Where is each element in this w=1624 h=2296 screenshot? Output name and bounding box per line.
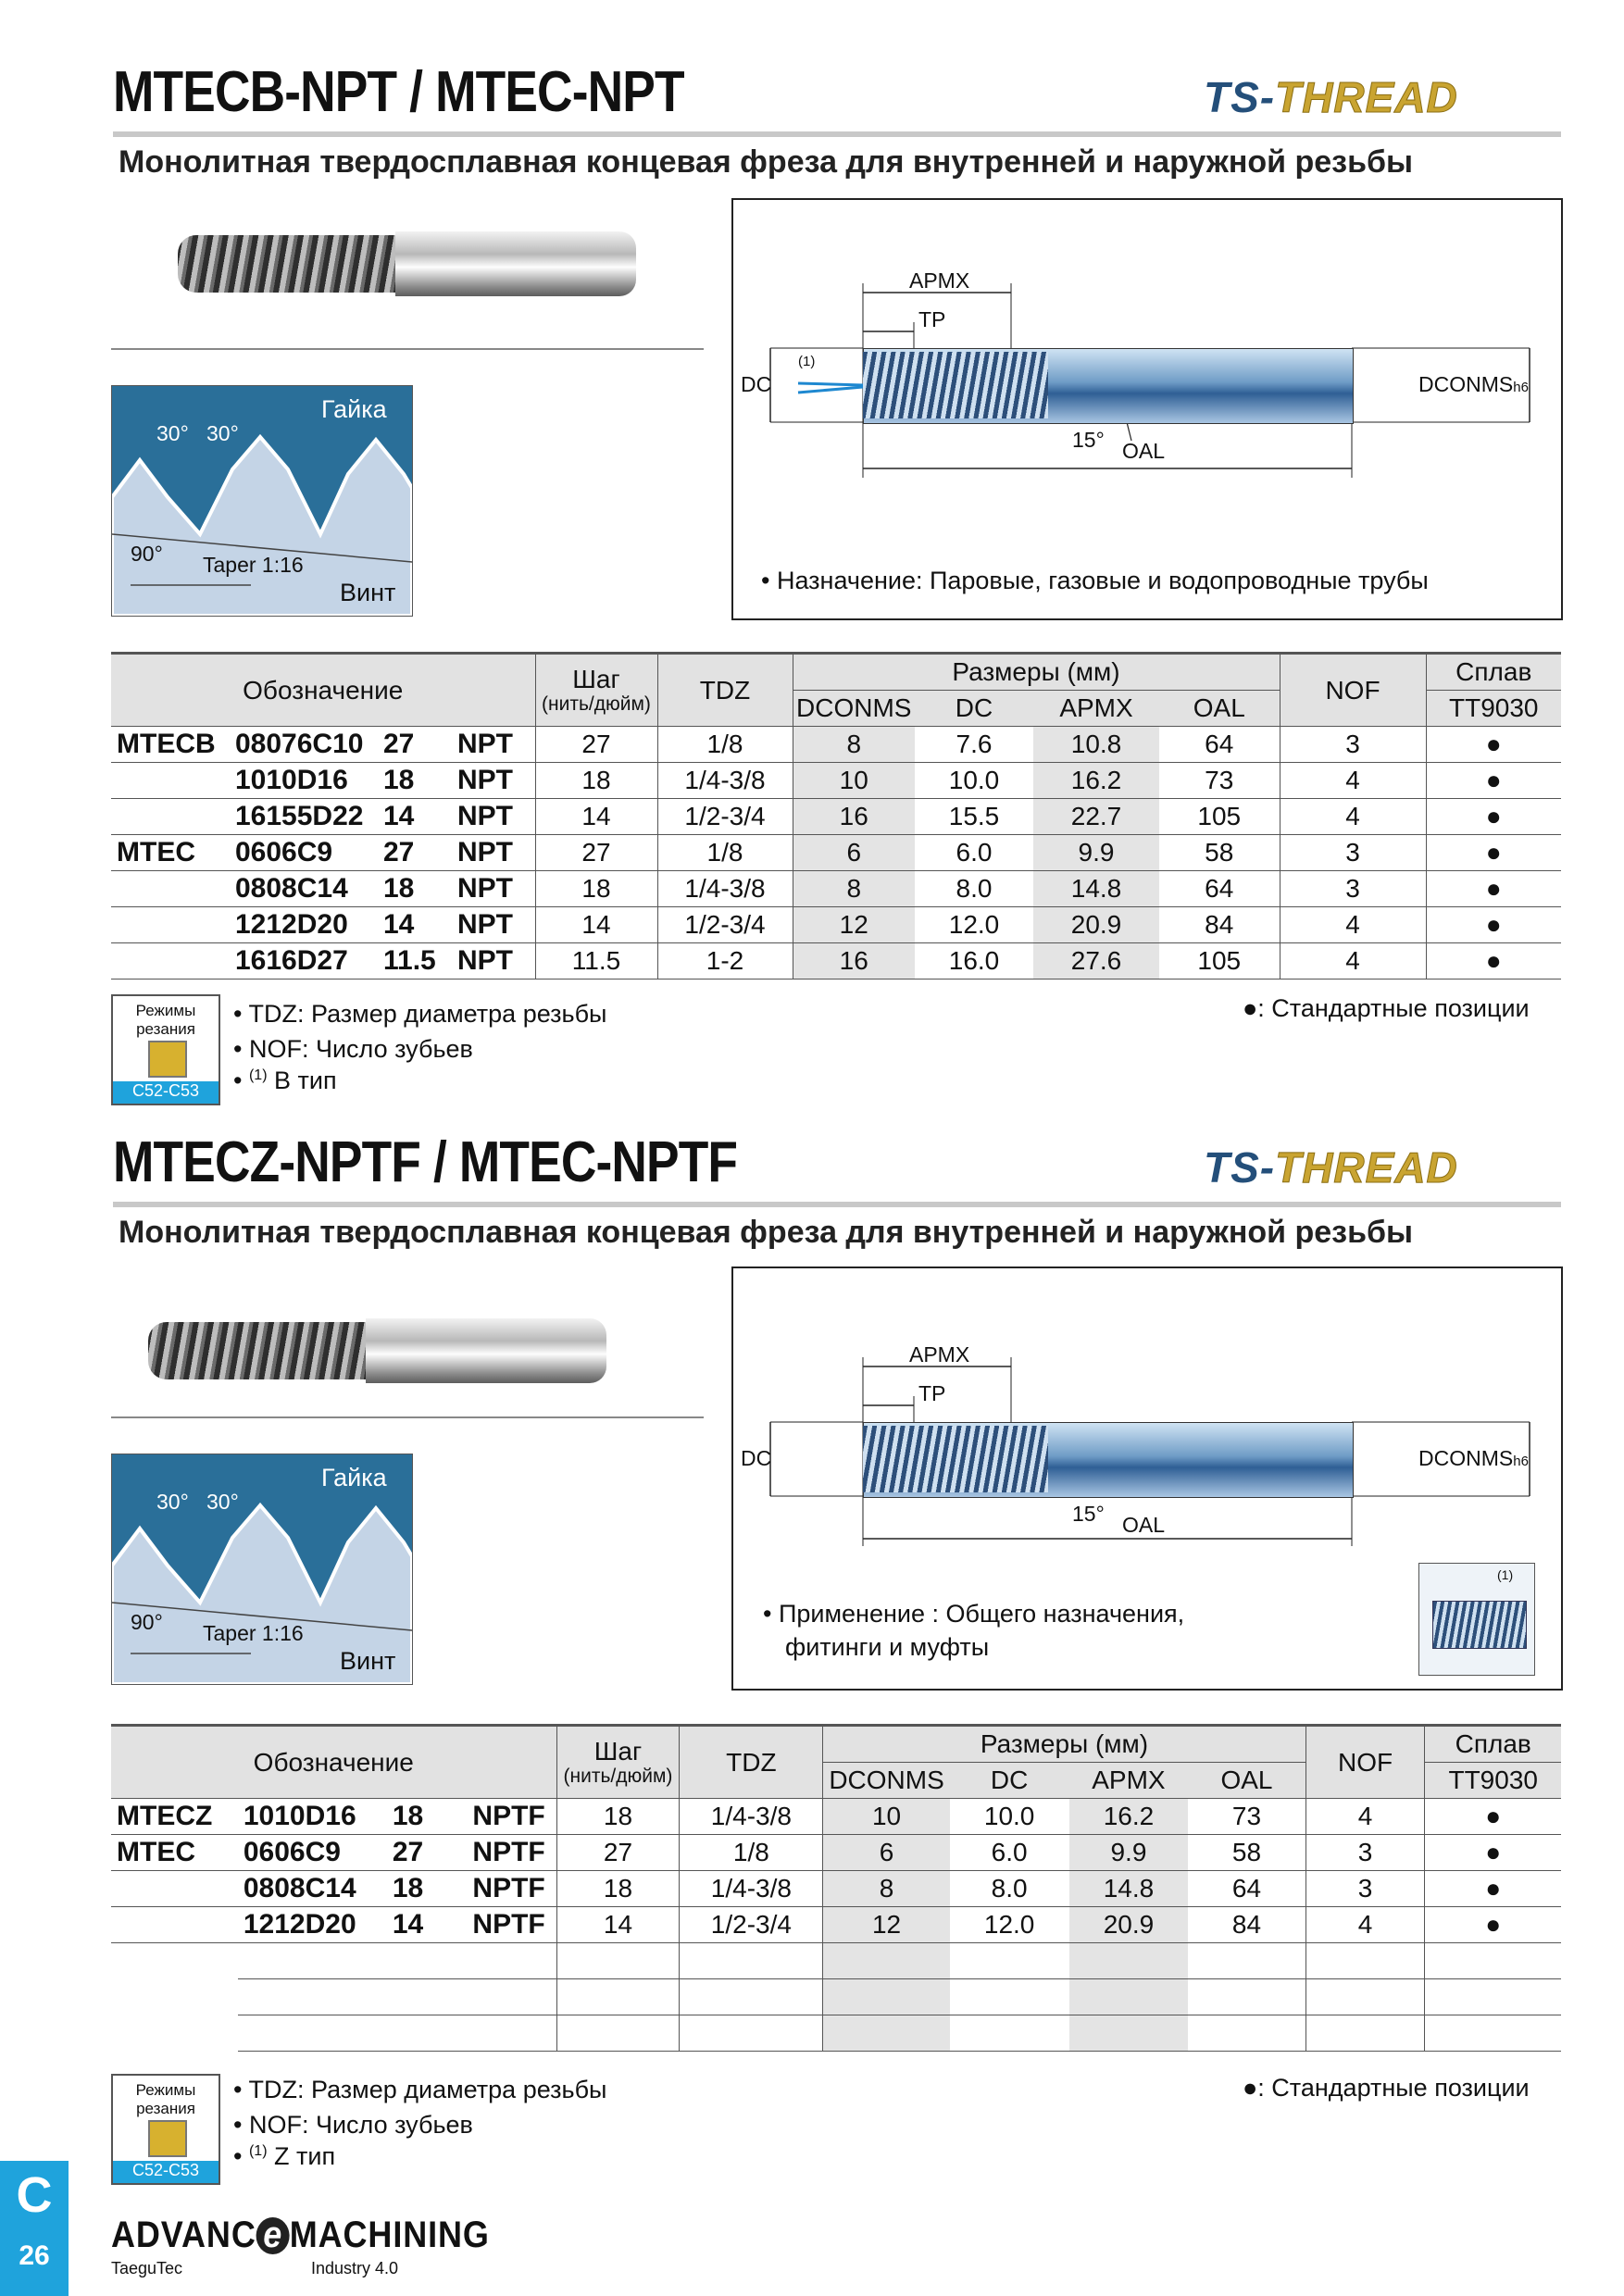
cell-nof: 3 (1280, 871, 1426, 907)
empty-cell (823, 1979, 950, 2015)
label-angle-15: 15° (1072, 428, 1105, 452)
cell-nof: 4 (1280, 799, 1426, 835)
cell-tpi: 14 (378, 907, 452, 943)
mode-icon (148, 2120, 187, 2157)
empty-cell (680, 1943, 823, 1979)
col-pitch: Шаг (нить/дюйм) (535, 654, 657, 727)
cell-code: 16155D22 (230, 799, 378, 835)
cell-nof: 4 (1280, 907, 1426, 943)
cell-pitch: 27 (556, 1835, 680, 1871)
cell-series (111, 907, 230, 943)
col-designation: Обозначение (111, 654, 535, 727)
cell-dconms: 12 (793, 907, 915, 943)
cell-pitch: 14 (535, 907, 657, 943)
cell-tpi: 18 (387, 1871, 468, 1907)
cell-series (111, 943, 230, 980)
cell-dc: 16.0 (915, 943, 1033, 980)
empty-cell (823, 1943, 950, 1979)
profile-angle-left: 30° (156, 421, 189, 445)
cell-oal: 105 (1159, 799, 1280, 835)
empty-cell (467, 1943, 556, 1979)
cell-dc: 6.0 (915, 835, 1033, 871)
table-body-2 (111, 1799, 1561, 2052)
cell-series: MTEC (111, 1835, 238, 1871)
thread-flutes (863, 352, 1048, 418)
cell-dconms: 8 (823, 1871, 950, 1907)
empty-cell (680, 2015, 823, 2052)
col-dims: Размеры (мм) (793, 654, 1280, 691)
col-apmx: APMX (1033, 691, 1159, 727)
title-rule (113, 131, 1561, 137)
cell-tdz: 1/4-3/8 (680, 1799, 823, 1835)
profile-angle-right: 30° (206, 421, 239, 445)
col-grade: TT9030 (1426, 691, 1561, 727)
cell-oal: 58 (1159, 835, 1280, 871)
profile-taper-label: Taper 1:16 (203, 553, 304, 577)
mode-icon (148, 1041, 187, 1078)
cell-stock: ● (1425, 1907, 1561, 1943)
cell-type: NPT (452, 907, 535, 943)
cutting-mode-badge-2: Режимы резания C52-C53 (111, 2074, 220, 2185)
table-row (111, 907, 1561, 943)
cell-stock: ● (1426, 871, 1561, 907)
dimension-diagram (731, 198, 1563, 620)
cell-apmx: 14.8 (1069, 1871, 1189, 1907)
empty-cell (387, 1979, 468, 2015)
table-row (111, 1943, 1561, 1979)
cell-pitch: 18 (535, 871, 657, 907)
cell-dconms: 8 (793, 871, 915, 907)
empty-cell (238, 1943, 387, 1979)
cell-type: NPTF (467, 1799, 556, 1835)
cell-series (111, 1907, 238, 1943)
label-dconms: DCONMSh6 (1418, 372, 1529, 396)
ts-thread-logo (1204, 72, 1458, 122)
section2-subtitle: Монолитная твердосплавная концевая фреза для внутренней и наружной резьбы (119, 1215, 1414, 1250)
purpose-text-2a: • Применение : Общего назначения, (763, 1600, 1185, 1628)
cell-stock: ● (1426, 835, 1561, 871)
cell-dconms: 6 (793, 835, 915, 871)
cell-code: 1010D16 (238, 1799, 387, 1835)
cell-oal: 64 (1159, 727, 1280, 763)
empty-cell (111, 1979, 238, 2015)
cell-dconms: 16 (793, 943, 915, 980)
cell-dc: 8.0 (950, 1871, 1069, 1907)
table-body-1 (111, 727, 1561, 980)
company-name: TaeguTec (111, 2259, 183, 2277)
divider-line-2 (111, 1416, 704, 1418)
cell-code: 0606C9 (238, 1835, 387, 1871)
empty-cell (467, 1979, 556, 2015)
empty-cell (950, 1943, 1069, 1979)
thread-profile-diagram-2: Гайка 30° 30° 90° Taper 1:16 Винт (111, 1454, 413, 1685)
cell-dconms: 10 (793, 763, 915, 799)
cell-type: NPT (452, 835, 535, 871)
cell-type: NPTF (467, 1907, 556, 1943)
cell-apmx: 20.9 (1033, 907, 1159, 943)
cell-stock: ● (1426, 943, 1561, 980)
legend-standard: ●: Стандартные позиции (1243, 994, 1530, 1022)
cell-nof: 4 (1305, 1907, 1425, 1943)
thread-profile-diagram (111, 385, 413, 617)
col-oal: OAL (1159, 691, 1280, 727)
cell-dc: 10.0 (915, 763, 1033, 799)
cell-tdz: 1/8 (680, 1835, 823, 1871)
cell-oal: 64 (1159, 871, 1280, 907)
cell-dconms: 12 (823, 1907, 950, 1943)
empty-cell (111, 1943, 238, 1979)
cell-type: NPT (452, 799, 535, 835)
cell-dc: 15.5 (915, 799, 1033, 835)
cell-dconms: 10 (823, 1799, 950, 1835)
empty-cell (1425, 1943, 1561, 1979)
brand-logo: ADVANC e MACHINING (111, 2215, 490, 2255)
cell-nof: 3 (1305, 1835, 1425, 1871)
empty-cell (1069, 1979, 1189, 2015)
empty-cell (950, 2015, 1069, 2052)
cell-pitch: 18 (556, 1871, 680, 1907)
cell-code: 0808C14 (230, 871, 378, 907)
empty-cell (950, 1979, 1069, 2015)
empty-cell (1188, 2015, 1305, 2052)
cell-dconms: 16 (793, 799, 915, 835)
label-dc: DC (741, 372, 772, 396)
empty-cell (556, 1979, 680, 2015)
title-rule-2 (113, 1202, 1561, 1207)
cell-code: 1010D16 (230, 763, 378, 799)
cell-code: 1212D20 (238, 1907, 387, 1943)
cell-code: 08076C10 (230, 727, 378, 763)
cell-stock: ● (1426, 763, 1561, 799)
cell-pitch: 14 (556, 1907, 680, 1943)
section2-title: MTECZ-NPTF / MTEC-NPTF (113, 1130, 738, 1194)
note-type: • $^{(1)}$ В тип (233, 1067, 337, 1094)
note-tdz: • TDZ: Размер диаметра резьбы (233, 1000, 607, 1028)
cell-apmx: 22.7 (1033, 799, 1159, 835)
cell-tpi: 14 (387, 1907, 468, 1943)
cell-type: NPT (452, 943, 535, 980)
cell-pitch: 27 (535, 727, 657, 763)
col-alloy: Сплав (1426, 654, 1561, 691)
section1-subtitle: Монолитная твердосплавная концевая фреза для внутренней и наружной резьбы (119, 144, 1414, 180)
cell-apmx: 20.9 (1069, 1907, 1189, 1943)
empty-cell (1305, 1979, 1425, 2015)
cell-dc: 12.0 (915, 907, 1033, 943)
cell-oal: 84 (1159, 907, 1280, 943)
cell-tdz: 1/8 (657, 727, 793, 763)
empty-cell (387, 2015, 468, 2052)
empty-cell (823, 2015, 950, 2052)
product-table-1 (111, 652, 1561, 980)
cell-tpi: 18 (378, 763, 452, 799)
cell-dc: 6.0 (950, 1835, 1069, 1871)
cell-tpi: 27 (378, 727, 452, 763)
cell-pitch: 27 (535, 835, 657, 871)
empty-cell (467, 2015, 556, 2052)
cell-pitch: 11.5 (535, 943, 657, 980)
table-row (111, 835, 1561, 871)
col-nof: NOF (1280, 654, 1426, 727)
empty-cell (238, 1979, 387, 2015)
cell-nof: 3 (1305, 1871, 1425, 1907)
cell-tdz: 1/2-3/4 (680, 1907, 823, 1943)
cell-oal: 105 (1159, 943, 1280, 980)
col-tdz: TDZ (657, 654, 793, 727)
cell-nof: 3 (1280, 727, 1426, 763)
cell-nof: 4 (1305, 1799, 1425, 1835)
cell-nof: 3 (1280, 835, 1426, 871)
cell-stock: ● (1426, 907, 1561, 943)
cell-tdz: 1/8 (657, 835, 793, 871)
empty-cell (1425, 2015, 1561, 2052)
cell-tdz: 1/4-3/8 (657, 763, 793, 799)
cell-stock: ● (1426, 727, 1561, 763)
table-row (111, 871, 1561, 907)
table-row (111, 943, 1561, 980)
cell-tdz: 1/2-3/4 (657, 907, 793, 943)
label-apmx: APMX (909, 268, 970, 293)
cell-apmx: 16.2 (1069, 1799, 1189, 1835)
cell-code: 1212D20 (230, 907, 378, 943)
empty-cell (1069, 2015, 1189, 2052)
cell-tpi: 27 (378, 835, 452, 871)
cell-oal: 84 (1188, 1907, 1305, 1943)
tagline: Industry 4.0 (311, 2259, 399, 2277)
cell-pitch: 18 (535, 763, 657, 799)
cell-tdz: 1/4-3/8 (657, 871, 793, 907)
table-row (111, 1871, 1561, 1907)
empty-cell (556, 1943, 680, 1979)
cell-code: 0606C9 (230, 835, 378, 871)
cell-oal: 64 (1188, 1871, 1305, 1907)
empty-cell (1188, 1979, 1305, 2015)
section1-title: MTECB-NPT / MTEC-NPT (113, 60, 684, 124)
cell-code: 1616D27 (230, 943, 378, 980)
cell-series (111, 799, 230, 835)
empty-cell (387, 1943, 468, 1979)
cell-stock: ● (1425, 1799, 1561, 1835)
empty-cell (1305, 2015, 1425, 2052)
cell-series: MTECZ (111, 1799, 238, 1835)
cell-apmx: 10.8 (1033, 727, 1159, 763)
table-row (111, 1907, 1561, 1943)
empty-cell (680, 1979, 823, 2015)
cell-dconms: 6 (823, 1835, 950, 1871)
table-row (111, 1799, 1561, 1835)
cell-tpi: 11.5 (378, 943, 452, 980)
cell-stock: ● (1425, 1835, 1561, 1871)
cell-dc: 10.0 (950, 1799, 1069, 1835)
profile-angle-90: 90° (131, 542, 163, 566)
table-row (111, 763, 1561, 799)
cell-type: NPTF (467, 1835, 556, 1871)
cell-dc: 8.0 (915, 871, 1033, 907)
cutting-mode-badge: Режимы резания C52-C53 (111, 994, 220, 1105)
logo-thread: THREAD (1275, 73, 1458, 121)
empty-cell (556, 2015, 680, 2052)
cell-pitch: 18 (556, 1799, 680, 1835)
cell-apmx: 9.9 (1033, 835, 1159, 871)
empty-cell (111, 2015, 238, 2052)
table-row (111, 799, 1561, 835)
cell-nof: 4 (1280, 943, 1426, 980)
cell-apmx: 14.8 (1033, 871, 1159, 907)
empty-cell (1305, 1943, 1425, 1979)
cell-oal: 73 (1188, 1799, 1305, 1835)
cell-dc: 12.0 (950, 1907, 1069, 1943)
empty-cell (1425, 1979, 1561, 2015)
cell-pitch: 14 (535, 799, 657, 835)
cell-tdz: 1/2-3/4 (657, 799, 793, 835)
cell-type: NPT (452, 763, 535, 799)
cell-oal: 58 (1188, 1835, 1305, 1871)
col-dc: DC (915, 691, 1033, 727)
cell-tdz: 1-2 (657, 943, 793, 980)
cell-series: MTEC (111, 835, 230, 871)
profile-nut-label: Гайка (321, 395, 387, 423)
cell-tpi: 18 (387, 1799, 468, 1835)
label-oal: OAL (1122, 439, 1166, 463)
cell-apmx: 16.2 (1033, 763, 1159, 799)
cell-tdz: 1/4-3/8 (680, 1871, 823, 1907)
purpose-text: • Назначение: Паровые, газовые и водопроводные трубы (761, 567, 1429, 594)
table-row (111, 1835, 1561, 1871)
table-row (111, 727, 1561, 763)
purpose-text-2b: фитинги и муфты (785, 1633, 990, 1661)
cell-apmx: 9.9 (1069, 1835, 1189, 1871)
cell-series: MTECB (111, 727, 230, 763)
note-nof: • NOF: Число зубьев (233, 1035, 473, 1063)
cell-stock: ● (1425, 1871, 1561, 1907)
product-table-2: Обозначение Шаг (нить/дюйм) TDZ Размеры (мм) NOF Сплав DCONMS DC APMX OAL TT9030 MTECZ 1010D16 18 NPTF 18 1/4-3/8 10 10.0 16.2 73 4 ● MTEC 0606C9 27 NPTF 27 1/8 6 6.0 9.9 58 3 ● 0808C14 18 NPTF 18 1/4-3/8 8 8.0 14.8 64 3 ● 1212D20 14 NPTF 14 1/2-3/4 12 12.0 20.9 84 4 ● (111, 1724, 1561, 2052)
cell-series (111, 1871, 238, 1907)
logo-ts: TS- (1204, 73, 1276, 121)
cell-stock: ● (1426, 799, 1561, 835)
dimension-diagram-2: APMX TP DC DCONMSh6 15° OAL • Применение : Общего назначения, фитинги и муфты (1) (731, 1267, 1563, 1691)
cell-tpi: 27 (387, 1835, 468, 1871)
divider-line (111, 348, 704, 350)
cell-tpi: 18 (378, 871, 452, 907)
page-number: 26 (19, 2240, 50, 2271)
label-note1: (1) (798, 354, 816, 369)
cell-type: NPT (452, 871, 535, 907)
ts-thread-logo-2: TS-THREAD (1204, 1143, 1458, 1192)
empty-cell (1188, 1943, 1305, 1979)
tool-photo-2 (148, 1318, 611, 1383)
cell-oal: 73 (1159, 763, 1280, 799)
label-tp: TP (918, 307, 946, 331)
cell-nof: 4 (1280, 763, 1426, 799)
cell-tpi: 14 (378, 799, 452, 835)
cell-series (111, 763, 230, 799)
cell-code: 0808C14 (238, 1871, 387, 1907)
cell-apmx: 27.6 (1033, 943, 1159, 980)
empty-cell (238, 2015, 387, 2052)
cell-series (111, 871, 230, 907)
cell-dconms: 8 (793, 727, 915, 763)
cell-type: NPT (452, 727, 535, 763)
empty-cell (1069, 1943, 1189, 1979)
table-row (111, 2015, 1561, 2052)
z-type-inset: (1) (1418, 1563, 1535, 1676)
col-dconms: DCONMS (793, 691, 915, 727)
table-row (111, 1979, 1561, 2015)
cell-dc: 7.6 (915, 727, 1033, 763)
page-tab (0, 2161, 69, 2296)
profile-screw-label: Винт (340, 579, 396, 606)
tool-photo (178, 231, 641, 296)
cell-type: NPTF (467, 1871, 556, 1907)
tab-letter: C (16, 2167, 53, 2223)
